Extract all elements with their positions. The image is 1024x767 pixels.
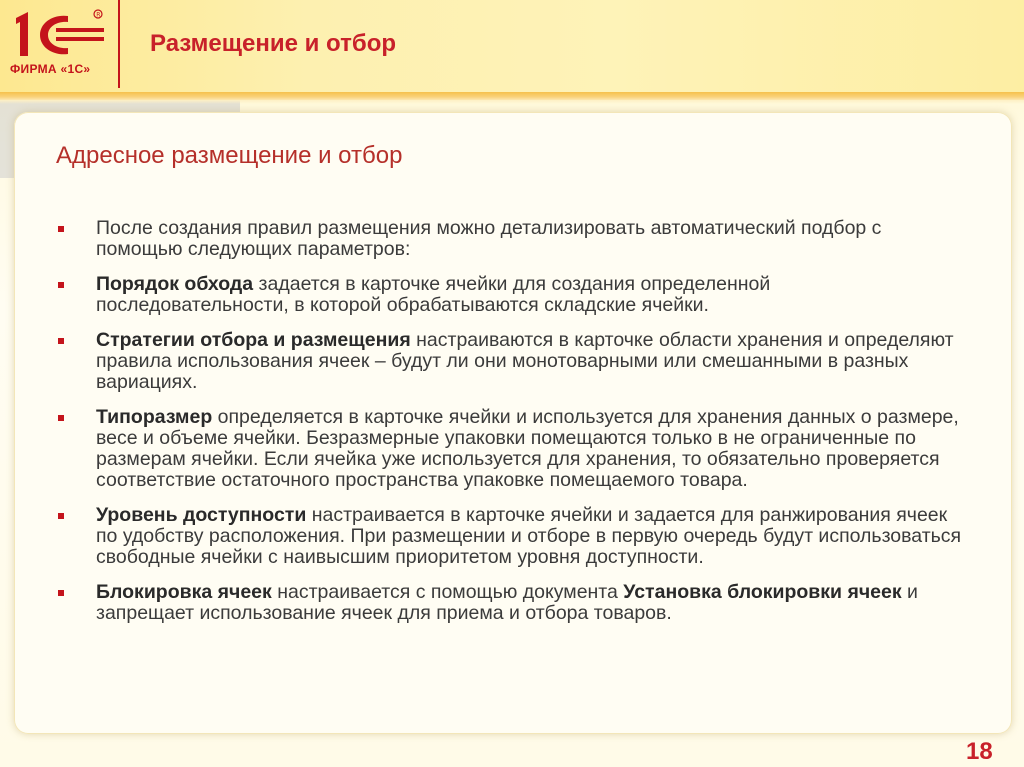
list-item bbox=[56, 505, 968, 568]
bullet-text: настраивается с помощью документа bbox=[271, 581, 624, 603]
logo-caption: ФИРМА «1С» bbox=[10, 62, 91, 76]
header-divider bbox=[0, 92, 1024, 100]
bullet-square-icon bbox=[58, 590, 64, 596]
list-item bbox=[56, 274, 968, 316]
list-item bbox=[56, 330, 968, 393]
logo-1c-icon bbox=[10, 8, 106, 60]
bullet-text: настраивается в карточке ячейки и задается для ранжирования ячеек по удобству расположения. При размещении и отборе в первую очередь будут использоваться свободные ячейки с наивысшим приоритетом уровня доступности. bbox=[96, 504, 962, 568]
logo bbox=[0, 0, 120, 88]
bullet-term: Стратегии отбора и размещения bbox=[96, 329, 411, 351]
section-subtitle: Адресное размещение и отбор bbox=[56, 142, 403, 169]
bullet-term: Блокировка ячеек bbox=[96, 581, 272, 603]
bullet-square-icon bbox=[58, 338, 64, 344]
bullet-text: определяется в карточке ячейки и используется для хранения данных о размере, весе и объеме ячейки. Безразмерные упаковки помещаются только в не ограниченные по размерам ячейки. Если ячейка уже используется для хранения, то обязательно проверяется соответствие остаточного пространства упаковке помещаемого товара. bbox=[96, 406, 959, 491]
bullet-text: После создания правил размещения можно детализировать автоматический подбор с помощью следующих параметров: bbox=[96, 217, 882, 260]
bullet-square-icon bbox=[58, 513, 64, 519]
list-item bbox=[56, 218, 968, 260]
page-number: 18 bbox=[966, 738, 993, 765]
bullet-text-end: и запрещает использование ячеек для приема и отбора товаров. bbox=[96, 581, 918, 624]
bullet-list bbox=[56, 218, 968, 624]
bullet-square-icon bbox=[58, 282, 64, 288]
list-item bbox=[56, 582, 968, 624]
header-divider-glow bbox=[0, 100, 1024, 104]
slide-title: Размещение и отбор bbox=[150, 30, 397, 57]
list-item bbox=[56, 407, 968, 491]
bullet-term: Уровень доступности bbox=[96, 504, 307, 526]
bullet-square-icon bbox=[58, 415, 64, 421]
bullet-term: Порядок обхода bbox=[96, 273, 254, 295]
bullet-square-icon bbox=[58, 226, 64, 232]
svg-text:R: R bbox=[96, 11, 101, 19]
bullet-text: задается в карточке ячейки для создания определенной последовательности, в которой обрабатываются складские ячейки. bbox=[96, 273, 771, 316]
bullet-term: Типоразмер bbox=[96, 406, 213, 428]
bullet-text: настраиваются в карточке области хранения и определяют правила использования ячеек – будут ли они монотоварными или смешанными в разных вариациях. bbox=[96, 329, 954, 393]
document-name: Установка блокировки ячеек bbox=[623, 581, 902, 603]
